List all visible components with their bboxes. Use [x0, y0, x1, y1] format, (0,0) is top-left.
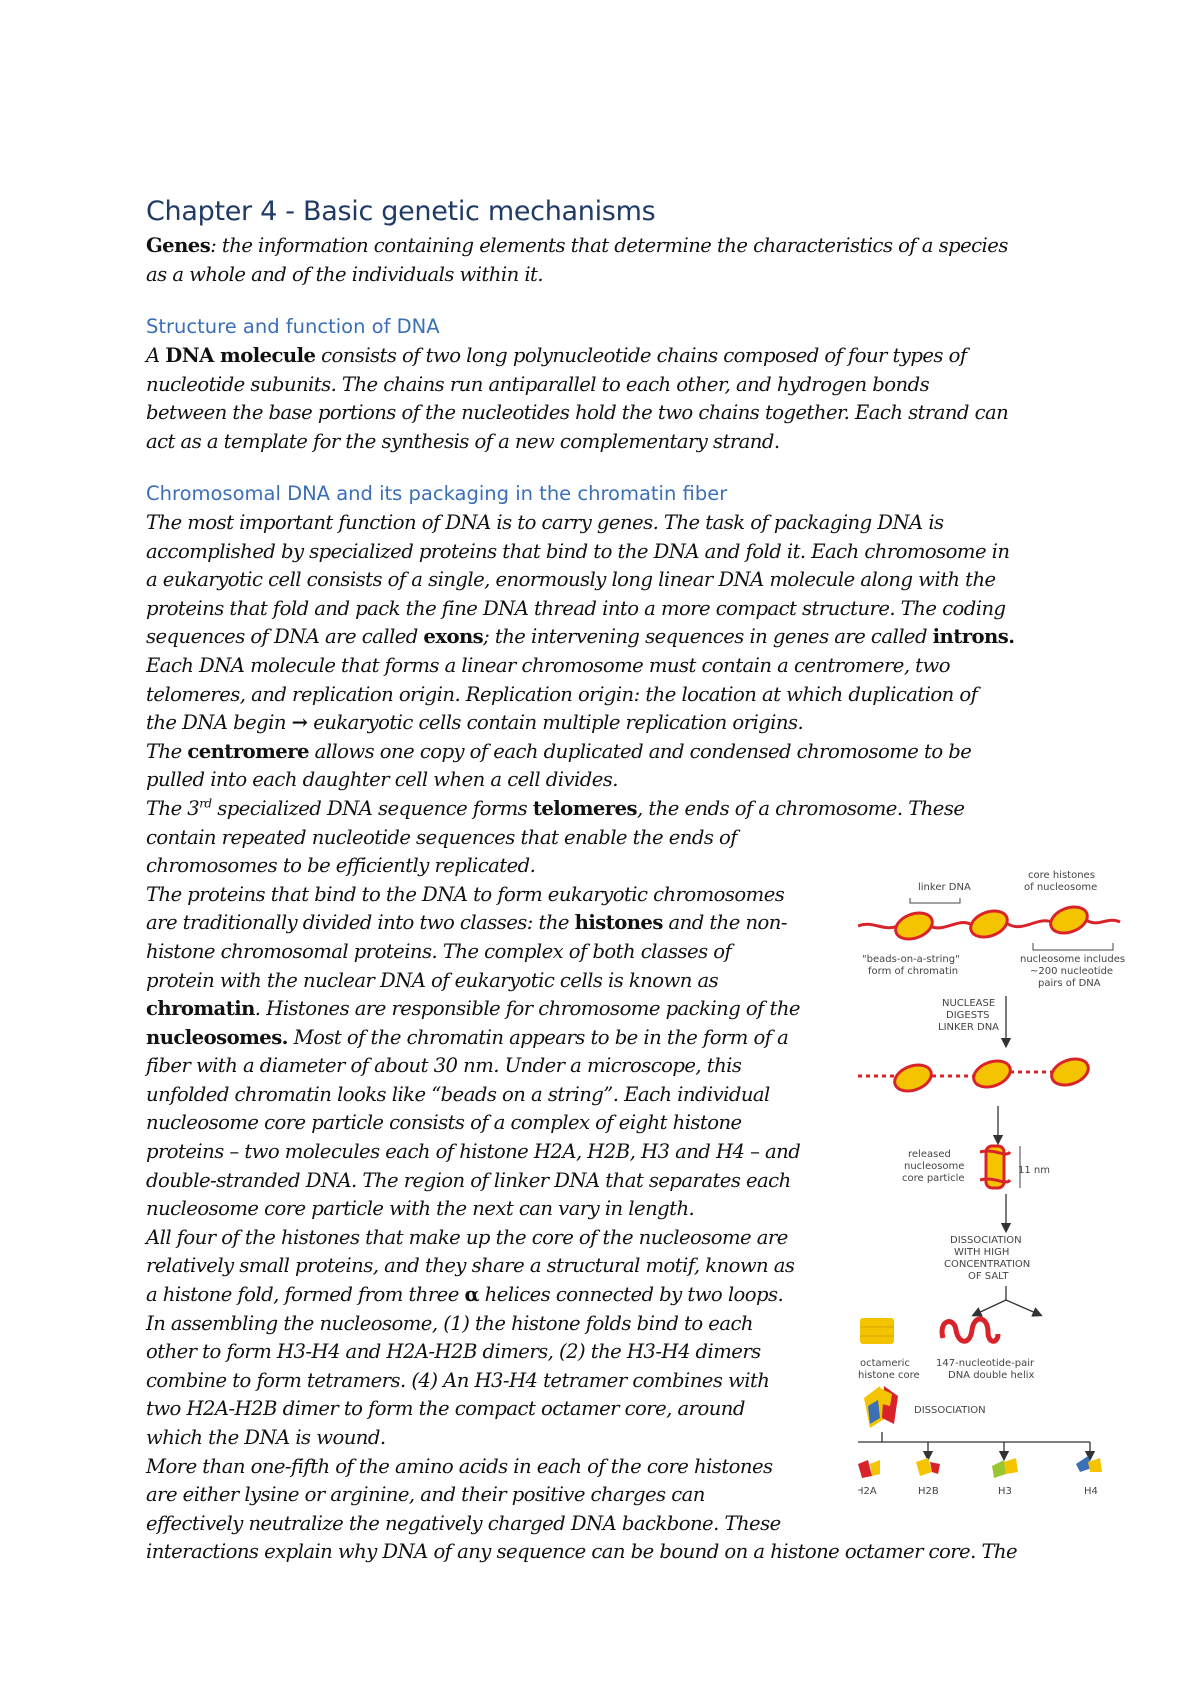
label-octamer-1: octameric [860, 1358, 910, 1369]
label-size: 11 nm [1018, 1165, 1050, 1176]
label-includes-3: pairs of DNA [1038, 978, 1101, 989]
label-h2b: H2B [918, 1486, 939, 1497]
nucleosome-diagram [858, 858, 1133, 1498]
label-nuclease-2: DIGESTS [946, 1010, 990, 1021]
dna-structure-paragraph: A DNA molecule consists of two long polynucleotide chains composed of four types of nucleotide subunits. The chains run antiparallel to each other, and hydrogen bonds between the base portions of the nucleotides hold the two chains together. Each strand can act as a template for the synthesis of a new complementary strand. [146, 344, 1009, 453]
label-h3: H3 [998, 1486, 1012, 1497]
label-released-2: nucleosome [904, 1161, 965, 1172]
label-dissociation: DISSOCIATION [914, 1405, 986, 1416]
genes-definition: Genes: the information containing elements that determine the characteristics of a species as a whole and of the individuals within it. [146, 234, 1008, 286]
label-beads-2: form of chromatin [868, 966, 959, 977]
label-helix-2: DNA double helix [948, 1370, 1035, 1381]
chromatin-paragraph: The most important function of DNA is to carry genes. The task of packaging DNA is accomplished by specialized proteins that bind to the DNA and fold it. Each chromosome in a eukaryotic cell consists of a single, enormously long linear DNA molecule along with the proteins that fold and pack the fine DNA thread into a more compact structure. The coding sequences of DNA are called exons; the intervening sequences in genes are called introns. Each DNA molecule that forms a linear chromosome must contain a centromere, two telomeres, and replication origin. Replication origin: the location at which duplication of the DNA begin → eukaryotic cells contain multiple replication origins. The centromere allows one copy of each duplicated and condensed chromosome to be pulled into each daughter cell when a cell divides. The 3rd specialized DNA sequence forms telomeres, the ends of a chromosome. These contain repeated nucleotide sequences that enable the ends of chromosomes to be efficiently replicated. The proteins that bind to the DNA to form eukaryotic chromosomes are traditionally divided into two classes: the histones and the non- histone chromosomal proteins. The complex of both classes of protein with the nuclear DNA of eukaryotic cells is known as chromatin. Histones are responsible for chromosome packing of the nucleosomes. Most of the chromatin appears to be in the form of a fiber with a diameter of about 30 nm. Under a microscope, this unfolded chromatin looks like “beads on a string”. Each individual nucleosome core particle consists of a complex of eight histone proteins – two molecules each of histone H2A, H2B, H3 and H4 – and double-stranded DNA. The region of linker DNA that separates each nucleosome core particle with the next can vary in length. All four of the histones that make up the core of the nucleosome are relatively small proteins, and they share a structural motif, known as a histone fold, formed from three α helices connected by two loops. In assembling the nucleosome, (1) the histone folds bind to each other to form H3-H4 and H2A-H2B dimers, (2) the H3-H4 dimers combine to form tetramers. (4) An H3-H4 tetramer combines with two H2A-H2B dimer to form the compact octamer core, around which the DNA is wound. More than one-fifth of the amino acids in each of the core histones are either lysine or arginine, and their positive charges can effectively neutralize the negatively charged DNA backbone. These interactions explain why DNA of any sequence can be bound on a histone octamer core. The [146, 511, 1018, 1564]
label-includes-1: nucleosome includes [1020, 954, 1126, 965]
beads-on-string-strand [858, 902, 1120, 944]
label-core-histones-1: core histones [1028, 870, 1095, 881]
label-h4: H4 [1084, 1486, 1098, 1497]
label-dissoc-2: WITH HIGH [954, 1247, 1010, 1258]
label-includes-2: ~200 nucleotide [1030, 966, 1114, 977]
octamer-core [860, 1318, 894, 1344]
label-released-1: released [908, 1149, 951, 1160]
label-h2a: H2A [858, 1486, 877, 1497]
label-linker-dna: linker DNA [918, 882, 971, 893]
label-released-3: core particle [902, 1173, 965, 1184]
right-arrow-icon: → [291, 711, 308, 735]
chapter-title: Chapter 4 - Basic genetic mechanisms [146, 196, 656, 227]
core-particle [980, 1146, 1010, 1188]
label-helix-1: 147-nucleotide-pair [936, 1358, 1035, 1369]
histone-h2a [858, 1460, 880, 1478]
digested-beads [858, 1054, 1092, 1096]
histone-h3 [992, 1458, 1018, 1478]
section-heading-chromosomal-dna: Chromosomal DNA and its packaging in the chromatin fiber [146, 482, 728, 505]
label-beads-1: "beads-on-a-string" [862, 954, 960, 965]
label-nuclease-3: LINKER DNA [938, 1022, 1000, 1033]
octamer-split [864, 1386, 898, 1428]
label-octamer-2: histone core [858, 1370, 920, 1381]
genes-term: Genes [146, 234, 211, 257]
nucleosome-figure [858, 858, 1133, 1498]
alpha-symbol: α [464, 1283, 479, 1307]
histone-h4 [1076, 1456, 1102, 1472]
label-dissoc-3: CONCENTRATION [944, 1259, 1031, 1270]
label-nuclease-1: NUCLEASE [942, 998, 996, 1009]
label-core-histones-2: of nucleosome [1024, 882, 1098, 893]
label-dissoc-4: OF SALT [968, 1271, 1009, 1282]
histone-h2b [916, 1458, 940, 1476]
dna-double-helix [942, 1319, 998, 1341]
section-heading-dna-structure: Structure and function of DNA [146, 315, 440, 338]
label-dissoc-1: DISSOCIATION [950, 1235, 1022, 1246]
